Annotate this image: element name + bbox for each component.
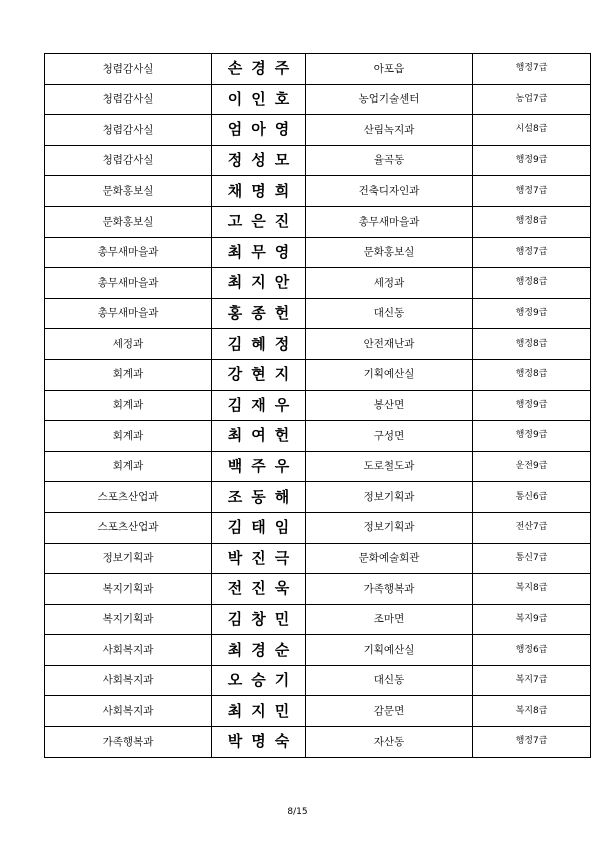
table-row xyxy=(45,482,591,513)
job-grade-cell: 행정7급 xyxy=(473,237,591,268)
table-row xyxy=(45,359,591,390)
employee-name-cell: 정성모 xyxy=(212,145,306,176)
previous-department-cell: 세정과 xyxy=(45,329,212,360)
new-department-cell: 농업기술센터 xyxy=(306,84,473,115)
personnel-table-body xyxy=(45,54,591,758)
job-grade-cell: 통신7급 xyxy=(473,543,591,574)
job-grade-cell: 복지9급 xyxy=(473,604,591,635)
table-row xyxy=(45,115,591,146)
previous-department-cell: 총무새마을과 xyxy=(45,237,212,268)
new-department-cell: 정보기획과 xyxy=(306,512,473,543)
job-grade-cell: 행정7급 xyxy=(473,727,591,758)
employee-name-cell: 오승기 xyxy=(212,665,306,696)
previous-department-cell: 회계과 xyxy=(45,359,212,390)
table-row xyxy=(45,604,591,635)
new-department-cell: 도로철도과 xyxy=(306,451,473,482)
table-row xyxy=(45,54,591,85)
previous-department-cell: 가족행복과 xyxy=(45,727,212,758)
previous-department-cell: 스포츠산업과 xyxy=(45,512,212,543)
previous-department-cell: 총무새마을과 xyxy=(45,298,212,329)
new-department-cell: 기획예산실 xyxy=(306,635,473,666)
table-row xyxy=(45,727,591,758)
new-department-cell: 기획예산실 xyxy=(306,359,473,390)
previous-department-cell: 문화홍보실 xyxy=(45,176,212,207)
new-department-cell: 안전재난과 xyxy=(306,329,473,360)
new-department-cell: 문화예술회관 xyxy=(306,543,473,574)
employee-name-cell: 백주우 xyxy=(212,451,306,482)
table-row xyxy=(45,176,591,207)
job-grade-cell: 행정9급 xyxy=(473,145,591,176)
table-row xyxy=(45,665,591,696)
new-department-cell: 조마면 xyxy=(306,604,473,635)
table-row xyxy=(45,237,591,268)
employee-name-cell: 최경순 xyxy=(212,635,306,666)
previous-department-cell: 총무새마을과 xyxy=(45,268,212,299)
new-department-cell: 세정과 xyxy=(306,268,473,299)
table-row xyxy=(45,145,591,176)
job-grade-cell: 복지8급 xyxy=(473,574,591,605)
table-row xyxy=(45,543,591,574)
previous-department-cell: 회계과 xyxy=(45,390,212,421)
previous-department-cell: 사회복지과 xyxy=(45,635,212,666)
employee-name-cell: 이인호 xyxy=(212,84,306,115)
employee-name-cell: 고은진 xyxy=(212,206,306,237)
new-department-cell: 총무새마을과 xyxy=(306,206,473,237)
new-department-cell: 대신동 xyxy=(306,665,473,696)
previous-department-cell: 문화홍보실 xyxy=(45,206,212,237)
job-grade-cell: 행정7급 xyxy=(473,54,591,85)
new-department-cell: 자산동 xyxy=(306,727,473,758)
job-grade-cell: 시설8급 xyxy=(473,115,591,146)
new-department-cell: 가족행복과 xyxy=(306,574,473,605)
job-grade-cell: 행정9급 xyxy=(473,298,591,329)
employee-name-cell: 채명희 xyxy=(212,176,306,207)
table-row xyxy=(45,390,591,421)
previous-department-cell: 청렴감사실 xyxy=(45,115,212,146)
table-row xyxy=(45,421,591,452)
job-grade-cell: 통신6급 xyxy=(473,482,591,513)
employee-name-cell: 강현지 xyxy=(212,359,306,390)
new-department-cell: 문화홍보실 xyxy=(306,237,473,268)
table-row xyxy=(45,268,591,299)
employee-name-cell: 김재우 xyxy=(212,390,306,421)
table-row xyxy=(45,298,591,329)
employee-name-cell: 김혜정 xyxy=(212,329,306,360)
new-department-cell: 아포읍 xyxy=(306,54,473,85)
previous-department-cell: 청렴감사실 xyxy=(45,54,212,85)
job-grade-cell: 행정6급 xyxy=(473,635,591,666)
employee-name-cell: 김태임 xyxy=(212,512,306,543)
previous-department-cell: 청렴감사실 xyxy=(45,145,212,176)
job-grade-cell: 행정9급 xyxy=(473,390,591,421)
job-grade-cell: 복지8급 xyxy=(473,696,591,727)
previous-department-cell: 정보기획과 xyxy=(45,543,212,574)
job-grade-cell: 행정8급 xyxy=(473,329,591,360)
employee-name-cell: 조동해 xyxy=(212,482,306,513)
job-grade-cell: 행정8급 xyxy=(473,359,591,390)
job-grade-cell: 농업7급 xyxy=(473,84,591,115)
page-number: 8/15 xyxy=(287,807,308,817)
job-grade-cell: 복지7급 xyxy=(473,665,591,696)
previous-department-cell: 복지기획과 xyxy=(45,604,212,635)
job-grade-cell: 행정8급 xyxy=(473,206,591,237)
employee-name-cell: 최무영 xyxy=(212,237,306,268)
new-department-cell: 정보기획과 xyxy=(306,482,473,513)
employee-name-cell: 최여헌 xyxy=(212,421,306,452)
employee-name-cell: 최지안 xyxy=(212,268,306,299)
employee-name-cell: 박명숙 xyxy=(212,727,306,758)
employee-name-cell: 손경주 xyxy=(212,54,306,85)
employee-name-cell: 전진욱 xyxy=(212,574,306,605)
table-row xyxy=(45,696,591,727)
previous-department-cell: 사회복지과 xyxy=(45,696,212,727)
job-grade-cell: 행정9급 xyxy=(473,421,591,452)
new-department-cell: 구성면 xyxy=(306,421,473,452)
previous-department-cell: 회계과 xyxy=(45,451,212,482)
employee-name-cell: 김창민 xyxy=(212,604,306,635)
previous-department-cell: 스포츠산업과 xyxy=(45,482,212,513)
table-row xyxy=(45,329,591,360)
employee-name-cell: 엄아영 xyxy=(212,115,306,146)
previous-department-cell: 사회복지과 xyxy=(45,665,212,696)
previous-department-cell: 복지기획과 xyxy=(45,574,212,605)
table-row xyxy=(45,512,591,543)
job-grade-cell: 운전9급 xyxy=(473,451,591,482)
employee-name-cell: 박진극 xyxy=(212,543,306,574)
job-grade-cell: 전산7급 xyxy=(473,512,591,543)
new-department-cell: 감문면 xyxy=(306,696,473,727)
table-row xyxy=(45,84,591,115)
new-department-cell: 대신동 xyxy=(306,298,473,329)
new-department-cell: 건축디자인과 xyxy=(306,176,473,207)
table-row xyxy=(45,451,591,482)
employee-name-cell: 홍종헌 xyxy=(212,298,306,329)
table-row xyxy=(45,635,591,666)
previous-department-cell: 회계과 xyxy=(45,421,212,452)
new-department-cell: 율곡동 xyxy=(306,145,473,176)
table-row xyxy=(45,206,591,237)
employee-name-cell: 최지민 xyxy=(212,696,306,727)
job-grade-cell: 행정7급 xyxy=(473,176,591,207)
new-department-cell: 봉산면 xyxy=(306,390,473,421)
table-row xyxy=(45,574,591,605)
job-grade-cell: 행정8급 xyxy=(473,268,591,299)
previous-department-cell: 청렴감사실 xyxy=(45,84,212,115)
personnel-table xyxy=(44,53,591,758)
new-department-cell: 산림녹지과 xyxy=(306,115,473,146)
